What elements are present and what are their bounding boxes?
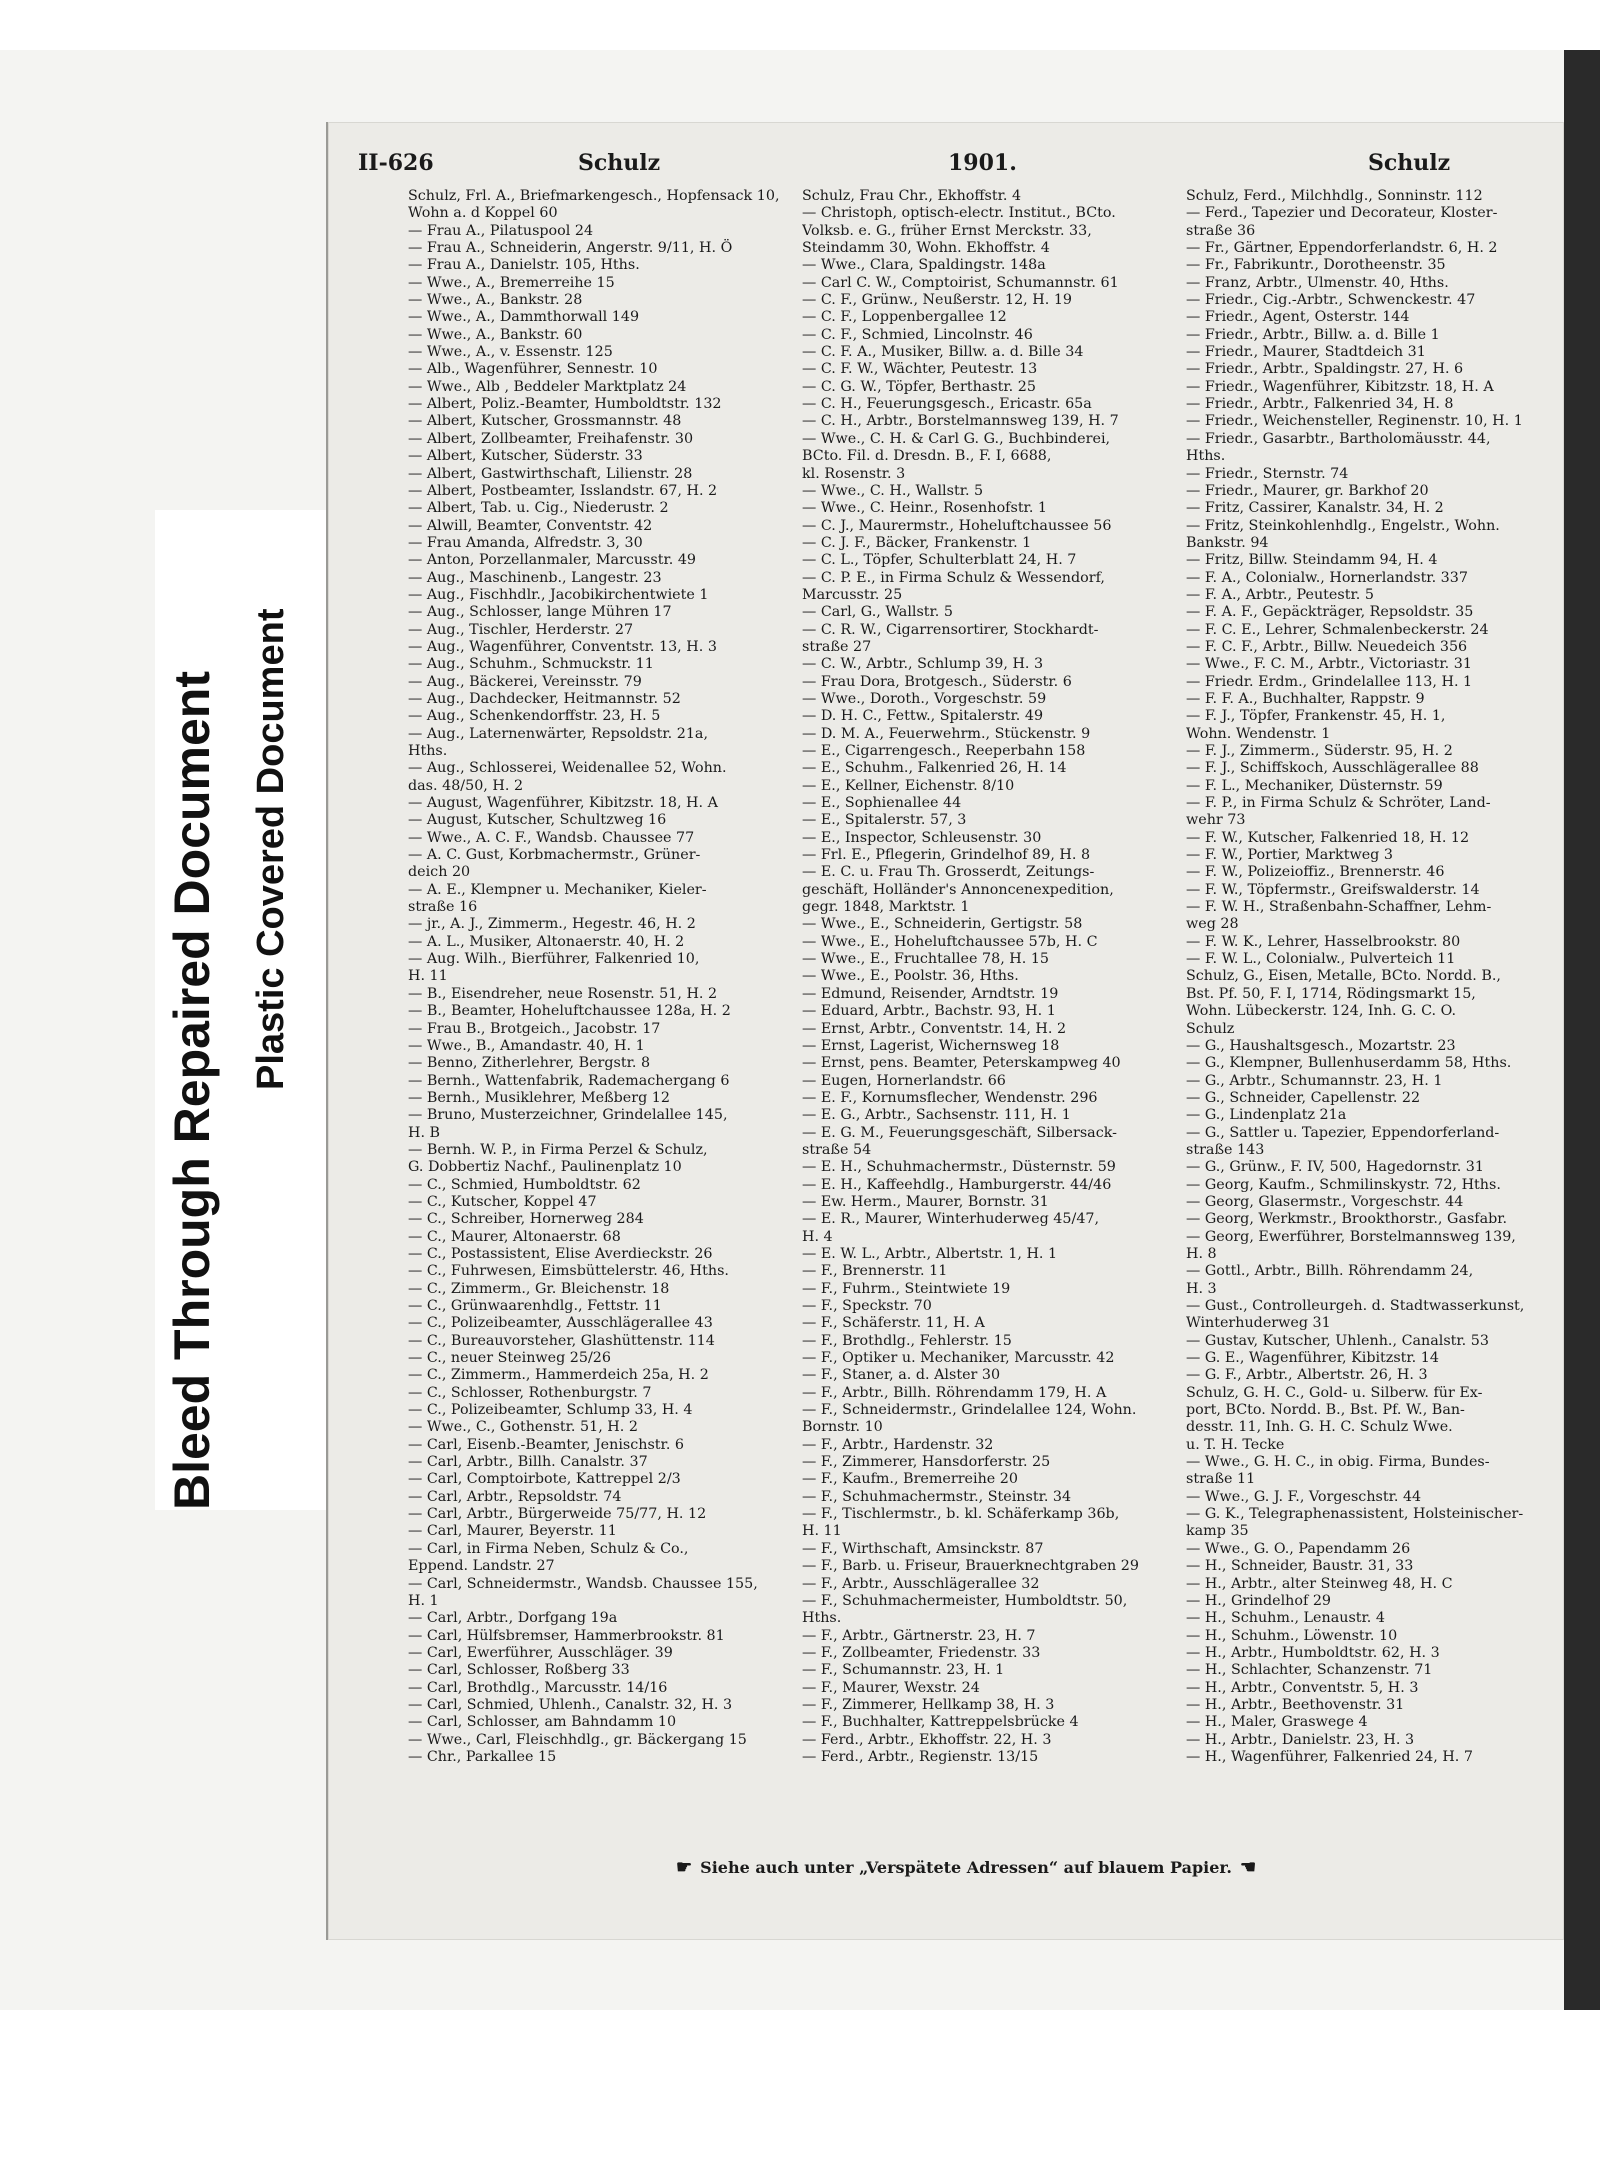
directory-entry: das. 48/50, H. 2 xyxy=(408,777,524,794)
directory-entry: — Friedr., Weichensteller, Reginenstr. 10, H. 1 xyxy=(1186,413,1523,430)
directory-entry: kamp 35 xyxy=(1186,1523,1249,1540)
directory-entry: — Wwe., E., Schneiderin, Gertigstr. 58 xyxy=(802,916,1083,933)
directory-entry: — Carl, in Firma Neben, Schulz & Co., xyxy=(408,1540,689,1557)
directory-entry: — August, Kutscher, Schultzweg 16 xyxy=(408,812,667,829)
directory-entry: — Alb., Wagenführer, Sennestr. 10 xyxy=(408,361,658,378)
directory-entry: — Anton, Porzellanmaler, Marcusstr. 49 xyxy=(408,552,697,569)
directory-entry: — F., Kaufm., Bremerreihe 20 xyxy=(802,1471,1018,1488)
directory-entry: — C., Zimmerm., Hammerdeich 25a, H. 2 xyxy=(408,1367,709,1384)
directory-entry: — Friedr., Arbtr., Billw. a. d. Bille 1 xyxy=(1186,326,1440,343)
directory-entry: — Wwe., G. J. F., Vorgeschstr. 44 xyxy=(1186,1488,1422,1505)
directory-entry: deich 20 xyxy=(408,864,471,881)
directory-entry: — G. F., Arbtr., Albertstr. 26, H. 3 xyxy=(1186,1367,1428,1384)
directory-entry: — C., Kutscher, Koppel 47 xyxy=(408,1193,597,1210)
directory-entry: — Carl, Schneidermstr., Wandsb. Chaussee 155, xyxy=(408,1575,758,1592)
directory-entry: — Christoph, optisch-electr. Institut., BCto. xyxy=(802,205,1116,222)
directory-entry: — Fritz, Billw. Steindamm 94, H. 4 xyxy=(1186,552,1438,569)
directory-entry: gegr. 1848, Marktstr. 1 xyxy=(802,899,970,916)
directory-entry: — F., Schneidermstr., Grindelallee 124, Wohn. xyxy=(802,1402,1137,1419)
directory-entry: — Wwe., Clara, Spaldingstr. 148a xyxy=(802,257,1046,274)
directory-entry: — Albert, Gastwirthschaft, Lilienstr. 28 xyxy=(408,465,693,482)
directory-entry: Winterhuderweg 31 xyxy=(1186,1315,1331,1332)
directory-entry: — Carl, Comptoirbote, Kattreppel 2/3 xyxy=(408,1471,681,1488)
directory-entry: — F., Schuhmachermstr., Steinstr. 34 xyxy=(802,1488,1072,1505)
directory-entry: — Friedr., Cig.-Arbtr., Schwenckestr. 47 xyxy=(1186,292,1476,309)
directory-entry: — Gottl., Arbtr., Billh. Röhrendamm 24, xyxy=(1186,1263,1474,1280)
directory-entry: Schulz, G., Eisen, Metalle, BCto. Nordd. B., xyxy=(1186,968,1501,985)
directory-entry: — F., Arbtr., Hardenstr. 32 xyxy=(802,1436,994,1453)
directory-entry: — F. W., Portier, Marktweg 3 xyxy=(1186,847,1393,864)
directory-entry: — C., Zimmerm., Gr. Bleichenstr. 18 xyxy=(408,1280,670,1297)
directory-entry: — E., Schuhm., Falkenried 26, H. 14 xyxy=(802,760,1067,777)
footer-note xyxy=(668,1857,1264,1878)
column-2 xyxy=(802,188,1182,1766)
directory-entry: — C. J., Maurermstr., Hoheluftchaussee 56 xyxy=(802,517,1112,534)
directory-entry: straße 36 xyxy=(1186,222,1256,239)
directory-entry: BCto. Fil. d. Dresdn. B., F. I, 6688, xyxy=(802,448,1052,465)
directory-entry: — C. H., Feuerungsgesch., Ericastr. 65a xyxy=(802,396,1092,413)
directory-entry: — Frau B., Brotgeich., Jacobstr. 17 xyxy=(408,1020,661,1037)
directory-entry: — Carl, Ewerführer, Ausschläger. 39 xyxy=(408,1644,673,1661)
directory-entry: — Eugen, Hornerlandstr. 66 xyxy=(802,1072,1006,1089)
directory-entry: — C. L., Töpfer, Schulterblatt 24, H. 7 xyxy=(802,552,1077,569)
directory-entry: — C. F., Schmied, Lincolnstr. 46 xyxy=(802,326,1033,343)
directory-entry: — F., Tischlermstr., b. kl. Schäferkamp 36b, xyxy=(802,1506,1120,1523)
pointing-hand-icon: ☛ xyxy=(676,1857,693,1878)
directory-entry: — H., Schuhm., Löwenstr. 10 xyxy=(1186,1627,1398,1644)
directory-entry: — Chr., Parkallee 15 xyxy=(408,1748,557,1765)
directory-entry: — F. W., Töpfermstr., Greifswalderstr. 14 xyxy=(1186,881,1480,898)
directory-entry: — Carl, Arbtr., Repsoldstr. 74 xyxy=(408,1488,622,1505)
year-heading: 1901. xyxy=(948,150,1017,176)
directory-entry: — E. C. u. Frau Th. Grosserdt, Zeitungs- xyxy=(802,864,1095,881)
directory-entry: — F. A., Arbtr., Peutestr. 5 xyxy=(1186,586,1374,603)
directory-entry: — Aug., Fischhdlr., Jacobikirchentwiete 1 xyxy=(408,586,709,603)
directory-entry: — C., Schmied, Humboldtstr. 62 xyxy=(408,1176,641,1193)
directory-entry: — Friedr. Erdm., Grindelallee 113, H. 1 xyxy=(1186,673,1473,690)
directory-entry: — Franz, Arbtr., Ulmenstr. 40, Hths. xyxy=(1186,274,1449,291)
directory-entry: — August, Wagenführer, Kibitzstr. 18, H. A xyxy=(408,795,718,812)
directory-entry: — H., Arbtr., alter Steinweg 48, H. C xyxy=(1186,1575,1453,1592)
directory-entry: — Benno, Zitherlehrer, Bergstr. 8 xyxy=(408,1055,651,1072)
directory-entry: — C., Schlosser, Rothenburgstr. 7 xyxy=(408,1384,652,1401)
column-3 xyxy=(1186,188,1566,1766)
directory-entry: — G., Klempner, Bullenhuserdamm 58, Hths. xyxy=(1186,1055,1512,1072)
directory-entry: straße 143 xyxy=(1186,1141,1265,1158)
directory-entry: — C. F., Loppenbergallee 12 xyxy=(802,309,1007,326)
directory-entry: — Aug., Wagenführer, Conventstr. 13, H. 3 xyxy=(408,638,717,655)
directory-entry: — Ernst, Arbtr., Conventstr. 14, H. 2 xyxy=(802,1020,1067,1037)
directory-entry: H. 3 xyxy=(1186,1280,1217,1297)
directory-entry: — F. W. L., Colonialw., Pulverteich 11 xyxy=(1186,951,1456,968)
directory-entry: — G., Haushaltsgesch., Mozartstr. 23 xyxy=(1186,1037,1456,1054)
directory-entry: — Albert, Postbeamter, Isslandstr. 67, H. 2 xyxy=(408,482,718,499)
directory-entry: — Aug., Laternenwärter, Repsoldstr. 21a, xyxy=(408,725,708,742)
directory-entry: H. 11 xyxy=(802,1523,842,1540)
directory-entry: — Aug., Schlosser, lange Mühren 17 xyxy=(408,604,672,621)
directory-entry: — Wwe., E., Poolstr. 36, Hths. xyxy=(802,968,1019,985)
directory-entry: — F. W., Kutscher, Falkenried 18, H. 12 xyxy=(1186,829,1470,846)
directory-entry: H. 8 xyxy=(1186,1245,1217,1262)
directory-entry: desstr. 11, Inh. G. H. C. Schulz Wwe. xyxy=(1186,1419,1453,1436)
directory-entry: — Ew. Herm., Maurer, Bornstr. 31 xyxy=(802,1193,1049,1210)
directory-entry: — F. W. K., Lehrer, Hasselbrookstr. 80 xyxy=(1186,933,1461,950)
directory-entry: — E. F., Kornumsflecher, Wendenstr. 296 xyxy=(802,1089,1098,1106)
directory-entry: — C. R. W., Cigarrensortirer, Stockhardt- xyxy=(802,621,1099,638)
page-header xyxy=(338,150,1554,182)
running-head-right: Schulz xyxy=(1368,150,1451,176)
directory-entry: Wohn. Lübeckerstr. 124, Inh. G. C. O. xyxy=(1186,1003,1457,1020)
directory-entry: H. 11 xyxy=(408,968,448,985)
directory-entry: — E., Kellner, Eichenstr. 8/10 xyxy=(802,777,1015,794)
directory-entry: — F. J., Schiffskoch, Ausschlägerallee 88 xyxy=(1186,760,1479,777)
directory-entry: — F. A., Colonialw., Hornerlandstr. 337 xyxy=(1186,569,1468,586)
directory-entry: — F. L., Mechaniker, Düsternstr. 59 xyxy=(1186,777,1443,794)
directory-entry: — Wwe., Alb , Beddeler Marktplatz 24 xyxy=(408,378,687,395)
directory-entry: — Carl, Arbtr., Bürgerweide 75/77, H. 12 xyxy=(408,1506,707,1523)
directory-entry: — Fritz, Steinkohlenhdlg., Engelstr., Wohn. xyxy=(1186,517,1500,534)
directory-entry: — F. W. H., Straßenbahn-Schaffner, Lehm- xyxy=(1186,899,1492,916)
directory-entry: — Eduard, Arbtr., Bachstr. 93, H. 1 xyxy=(802,1003,1056,1020)
page-number: II-626 xyxy=(358,150,434,176)
directory-entry: straße 11 xyxy=(1186,1471,1256,1488)
directory-entry: — Aug., Tischler, Herderstr. 27 xyxy=(408,621,634,638)
directory-entry: — H., Arbtr., Conventstr. 5, H. 3 xyxy=(1186,1679,1419,1696)
directory-entry: — Friedr., Agent, Osterstr. 144 xyxy=(1186,309,1410,326)
directory-entry: — C. F. A., Musiker, Billw. a. d. Bille 34 xyxy=(802,344,1084,361)
directory-entry: — C., Polizeibeamter, Schlump 33, H. 4 xyxy=(408,1402,693,1419)
directory-entry: — E. G. M., Feuerungsgeschäft, Silbersack- xyxy=(802,1124,1117,1141)
directory-entry: — Aug., Maschinenb., Langestr. 23 xyxy=(408,569,662,586)
directory-entry: — E. G., Arbtr., Sachsenstr. 111, H. 1 xyxy=(802,1107,1071,1124)
directory-entry: Schulz, G. H. C., Gold- u. Silberw. für Ex- xyxy=(1186,1384,1483,1401)
directory-entry: — E., Inspector, Schleusenstr. 30 xyxy=(802,829,1042,846)
directory-entry: — Frl. E., Pflegerin, Grindelhof 89, H. 8 xyxy=(802,847,1091,864)
directory-entry: Bornstr. 10 xyxy=(802,1419,883,1436)
archive-stamp xyxy=(155,510,333,1510)
directory-entry: — H., Arbtr., Humboldtstr. 62, H. 3 xyxy=(1186,1644,1440,1661)
directory-entry: — Albert, Kutscher, Grossmannstr. 48 xyxy=(408,413,682,430)
directory-entry: — Ernst, Lagerist, Wichernsweg 18 xyxy=(802,1037,1060,1054)
directory-entry: — Wwe., G. O., Papendamm 26 xyxy=(1186,1540,1411,1557)
directory-entry: — Carl, Maurer, Beyerstr. 11 xyxy=(408,1523,617,1540)
directory-entry: — C. W., Arbtr., Schlump 39, H. 3 xyxy=(802,656,1044,673)
directory-entry: — Wwe., A., Bremerreihe 15 xyxy=(408,274,615,291)
directory-entry: — H., Arbtr., Beethovenstr. 31 xyxy=(1186,1696,1405,1713)
directory-entry: — Fritz, Cassirer, Kanalstr. 34, H. 2 xyxy=(1186,500,1444,517)
directory-entry: Schulz, Frl. A., Briefmarkengesch., Hopfensack 10, xyxy=(408,188,780,204)
directory-entry: — Bernh., Musiklehrer, Meßberg 12 xyxy=(408,1089,670,1106)
directory-entry: — H., Wagenführer, Falkenried 24, H. 7 xyxy=(1186,1748,1473,1765)
directory-entry: — F. J., Töpfer, Frankenstr. 45, H. 1, xyxy=(1186,708,1446,725)
directory-entry: — Carl, Arbtr., Dorfgang 19a xyxy=(408,1610,618,1627)
directory-entry: — E., Cigarrengesch., Reeperbahn 158 xyxy=(802,743,1086,759)
directory-entry: — C. J. F., Bäcker, Frankenstr. 1 xyxy=(802,534,1032,551)
directory-entry: Eppend. Landstr. 27 xyxy=(408,1558,555,1575)
directory-entry: — G., Schneider, Capellenstr. 22 xyxy=(1186,1089,1421,1106)
stamp-line-plastic-covered: Plastic Covered Document xyxy=(250,608,292,1090)
directory-entry: — Friedr., Arbtr., Spaldingstr. 27, H. 6 xyxy=(1186,361,1464,378)
directory-entry: — Ferd., Tapezier und Decorateur, Kloster- xyxy=(1186,205,1498,222)
directory-entry: Hths. xyxy=(1186,448,1226,465)
directory-entry: — A. L., Musiker, Altonaerstr. 40, H. 2 xyxy=(408,933,685,950)
directory-entry: — Aug., Bäckerei, Vereinsstr. 79 xyxy=(408,673,642,690)
directory-entry: — Carl, Hülfsbremser, Hammerbrookstr. 81 xyxy=(408,1627,725,1644)
directory-entry: — F., Brennerstr. 11 xyxy=(802,1263,948,1280)
directory-entry: — H., Schneider, Baustr. 31, 33 xyxy=(1186,1558,1414,1575)
directory-entry: Hths. xyxy=(802,1610,842,1627)
directory-entry: — Alwill, Beamter, Conventstr. 42 xyxy=(408,517,653,534)
directory-entry: — F., Buchhalter, Kattreppelsbrücke 4 xyxy=(802,1714,1079,1731)
directory-entry: — Wwe., E., Fruchtallee 78, H. 15 xyxy=(802,951,1050,968)
directory-entry: — F. F. A., Buchhalter, Rappstr. 9 xyxy=(1186,690,1425,707)
directory-entry: — Aug. Wilh., Bierführer, Falkenried 10, xyxy=(408,951,700,968)
directory-entry: — F., Zollbeamter, Friedenstr. 33 xyxy=(802,1644,1041,1661)
directory-entry: — Carl, G., Wallstr. 5 xyxy=(802,604,953,621)
directory-entry: — Wwe., E., Hoheluftchaussee 57b, H. C xyxy=(802,933,1098,950)
directory-entry: — F. A. F., Gepäckträger, Repsoldstr. 35 xyxy=(1186,604,1474,621)
directory-entry: — Friedr., Gasarbtr., Bartholomäusstr. 44, xyxy=(1186,430,1491,447)
directory-entry: — Ferd., Arbtr., Regienstr. 13/15 xyxy=(802,1748,1039,1765)
directory-entry: — Wwe., Doroth., Vorgeschstr. 59 xyxy=(802,690,1047,707)
directory-entry: — H., Arbtr., Danielstr. 23, H. 3 xyxy=(1186,1731,1415,1748)
directory-entry: — E., Sophienallee 44 xyxy=(802,795,962,812)
directory-entry: — Wwe., C. H., Wallstr. 5 xyxy=(802,482,984,499)
directory-entry: — F., Maurer, Wexstr. 24 xyxy=(802,1679,980,1696)
directory-entry: — F., Arbtr., Gärtnerstr. 23, H. 7 xyxy=(802,1627,1036,1644)
directory-entry: straße 16 xyxy=(408,899,478,916)
directory-entry: — Wwe., C., Gothenstr. 51, H. 2 xyxy=(408,1419,638,1436)
directory-entry: — C. F., Grünw., Neußerstr. 12, H. 19 xyxy=(802,292,1073,309)
directory-entry: — Ernst, pens. Beamter, Peterskampweg 40 xyxy=(802,1055,1121,1072)
column-1 xyxy=(408,188,788,1766)
directory-entry: — F., Schuhmachermeister, Humboldtstr. 50, xyxy=(802,1592,1128,1609)
directory-entry: — Fr., Gärtner, Eppendorferlandstr. 6, H. 2 xyxy=(1186,240,1498,257)
directory-entry: port, BCto. Nordd. B., Bst. Pf. W., Ban- xyxy=(1186,1402,1465,1419)
directory-entry: — F., Speckstr. 70 xyxy=(802,1298,932,1314)
directory-entry: — Frau Dora, Brotgesch., Süderstr. 6 xyxy=(802,673,1072,690)
directory-entry: — Frau Amanda, Alfredstr. 3, 30 xyxy=(408,534,643,551)
directory-entry: — Wwe., B., Amandastr. 40, H. 1 xyxy=(408,1037,645,1054)
directory-entry: — Ferd., Arbtr., Ekhoffstr. 22, H. 3 xyxy=(802,1731,1052,1748)
stamp-line-bleed-repaired: Bleed Through Repaired Document xyxy=(164,671,220,1510)
directory-entry: — D. H. C., Fettw., Spitalerstr. 49 xyxy=(802,708,1044,725)
directory-entry: H. 1 xyxy=(408,1592,439,1609)
directory-entry: — Frau A., Pilatuspool 24 xyxy=(408,222,594,239)
directory-entry: — E. R., Maurer, Winterhuderweg 45/47, xyxy=(802,1211,1100,1228)
directory-entry: — Carl, Schmied, Uhlenh., Canalstr. 32, H. 3 xyxy=(408,1696,733,1713)
directory-entry: — F., Zimmerer, Hellkamp 38, H. 3 xyxy=(802,1696,1055,1713)
directory-entry: — C. G. W., Töpfer, Berthastr. 25 xyxy=(802,378,1036,395)
directory-entry: — Aug., Schuhm., Schmuckstr. 11 xyxy=(408,656,654,673)
directory-entry: geschäft, Holländer's Annoncenexpedition, xyxy=(802,881,1114,898)
directory-entry: — F., Schumannstr. 23, H. 1 xyxy=(802,1662,1005,1679)
directory-entry: — B., Eisendreher, neue Rosenstr. 51, H. 2 xyxy=(408,985,718,1002)
directory-entry: — A. C. Gust, Korbmachermstr., Grüner- xyxy=(408,847,701,864)
directory-entry: — jr., A. J., Zimmerm., Hegestr. 46, H. 2 xyxy=(408,916,696,933)
directory-entry: — Friedr., Maurer, gr. Barkhof 20 xyxy=(1186,482,1429,499)
directory-entry: — H., Maler, Graswege 4 xyxy=(1186,1714,1368,1731)
directory-entry: — Carl C. W., Comptoirist, Schumannstr. 61 xyxy=(802,274,1119,291)
directory-entry: — Bernh., Wattenfabrik, Rademachergang 6 xyxy=(408,1072,730,1089)
directory-entry: — G., Grünw., F. IV, 500, Hagedornstr. 31 xyxy=(1186,1159,1484,1176)
directory-entry: — Edmund, Reisender, Arndtstr. 19 xyxy=(802,985,1059,1002)
directory-entry: — Aug., Dachdecker, Heitmannstr. 52 xyxy=(408,690,681,707)
directory-entry: — Wwe., G. H. C., in obig. Firma, Bundes- xyxy=(1186,1454,1490,1471)
directory-entry: — F., Wirthschaft, Amsinckstr. 87 xyxy=(802,1540,1044,1557)
directory-entry: — Georg, Ewerführer, Borstelmannsweg 139, xyxy=(1186,1228,1516,1245)
directory-entry: Schulz xyxy=(1186,1020,1235,1037)
directory-entry: Wohn. Wendenstr. 1 xyxy=(1186,725,1331,742)
directory-entry: — Friedr., Maurer, Stadtdeich 31 xyxy=(1186,344,1426,361)
directory-entry: — F. J., Zimmerm., Süderstr. 95, H. 2 xyxy=(1186,743,1453,759)
directory-entry: — C. H., Arbtr., Borstelmannsweg 139, H. 7 xyxy=(802,413,1119,430)
directory-entry: Wohn a. d Koppel 60 xyxy=(408,205,558,222)
directory-entry: — C., Maurer, Altonaerstr. 68 xyxy=(408,1228,621,1245)
directory-entry: — G. E., Wagenführer, Kibitzstr. 14 xyxy=(1186,1350,1439,1367)
directory-entry: — C., Grünwaarenhdlg., Fettstr. 11 xyxy=(408,1298,662,1314)
directory-entry: — Albert, Tab. u. Cig., Niederustr. 2 xyxy=(408,500,669,517)
directory-entry: Bst. Pf. 50, F. I, 1714, Rödingsmarkt 15, xyxy=(1186,985,1476,1002)
directory-entry: — Albert, Zollbeamter, Freihafenstr. 30 xyxy=(408,430,694,447)
directory-entry: — Friedr., Arbtr., Falkenried 34, H. 8 xyxy=(1186,396,1454,413)
directory-entry: — Wwe., A., Dammthorwall 149 xyxy=(408,309,640,326)
directory-entry: — E. H., Kaffeehdlg., Hamburgerstr. 44/46 xyxy=(802,1176,1112,1193)
directory-entry: — G., Arbtr., Schumannstr. 23, H. 1 xyxy=(1186,1072,1443,1089)
directory-entry: — Wwe., C. Heinr., Rosenhofstr. 1 xyxy=(802,500,1048,517)
directory-entry: — F. C. F., Arbtr., Billw. Neuedeich 356 xyxy=(1186,638,1468,655)
directory-entry: — Wwe., A., Bankstr. 28 xyxy=(408,292,583,309)
directory-entry: — C., Schreiber, Hornerweg 284 xyxy=(408,1211,644,1228)
directory-entry: kl. Rosenstr. 3 xyxy=(802,465,906,482)
directory-entry: — Bernh. W. P., in Firma Perzel & Schulz, xyxy=(408,1141,708,1158)
directory-entry: — G., Sattler u. Tapezier, Eppendorferland- xyxy=(1186,1124,1500,1141)
directory-entry: — Carl, Brothdlg., Marcusstr. 14/16 xyxy=(408,1679,668,1696)
directory-entry: straße 27 xyxy=(802,638,872,655)
directory-entry: — F., Schäferstr. 11, H. A xyxy=(802,1315,985,1332)
directory-entry: — E. H., Schuhmachermstr., Düsternstr. 59 xyxy=(802,1159,1116,1176)
directory-entry: — Georg, Glasermstr., Vorgeschstr. 44 xyxy=(1186,1193,1464,1210)
directory-entry: — Carl, Arbtr., Billh. Canalstr. 37 xyxy=(408,1454,648,1471)
directory-entry: — Gust., Controlleurgeh. d. Stadtwasserkunst, xyxy=(1186,1298,1525,1314)
directory-entry: — Frau A., Danielstr. 105, Hths. xyxy=(408,257,640,274)
directory-entry: — C., Bureauvorsteher, Glashüttenstr. 114 xyxy=(408,1332,715,1349)
directory-entry: Hths. xyxy=(408,743,448,759)
directory-entry: — C. F. W., Wächter, Peutestr. 13 xyxy=(802,361,1038,378)
directory-entry: — C., Postassistent, Elise Averdieckstr. 26 xyxy=(408,1245,713,1262)
directory-entry: — Wwe., Carl, Fleischhdlg., gr. Bäckergang 15 xyxy=(408,1731,747,1748)
pointing-hand-icon: ☚ xyxy=(1239,1857,1257,1878)
directory-entry: — F., Optiker u. Mechaniker, Marcusstr. 42 xyxy=(802,1350,1115,1367)
directory-entry: — Bruno, Musterzeichner, Grindelallee 145, xyxy=(408,1107,728,1124)
directory-entry: — F., Arbtr., Billh. Röhrendamm 179, H. A xyxy=(802,1384,1107,1401)
directory-entry: — Carl, Schlosser, Roßberg 33 xyxy=(408,1662,630,1679)
directory-entry: wehr 73 xyxy=(1186,812,1246,829)
directory-entry: — Frau A., Schneiderin, Angerstr. 9/11, H. Ö xyxy=(408,240,733,257)
directory-entry: — Wwe., A. C. F., Wandsb. Chaussee 77 xyxy=(408,829,695,846)
footer-text: Siehe auch unter „Verspätete Adressen“ auf blauem Papier. xyxy=(700,1858,1232,1877)
directory-entry: — Albert, Kutscher, Süderstr. 33 xyxy=(408,448,643,465)
directory-entry: — F., Fuhrm., Steintwiete 19 xyxy=(802,1280,1011,1297)
directory-entry: — F., Brothdlg., Fehlerstr. 15 xyxy=(802,1332,1012,1349)
directory-entry: — B., Beamter, Hoheluftchaussee 128a, H. 2 xyxy=(408,1003,731,1020)
directory-entry: — Aug., Schenkendorffstr. 23, H. 5 xyxy=(408,708,661,725)
scanner-edge xyxy=(1564,50,1600,2010)
directory-entry: — Georg, Werkmstr., Brookthorstr., Gasfabr. xyxy=(1186,1211,1508,1228)
directory-entry: weg 28 xyxy=(1186,916,1239,933)
directory-entry: Bankstr. 94 xyxy=(1186,534,1269,551)
directory-entry: G. Dobbertiz Nachf., Paulinenplatz 10 xyxy=(408,1159,682,1176)
directory-entry: u. T. H. Tecke xyxy=(1186,1436,1285,1453)
directory-entry: — E., Spitalerstr. 57, 3 xyxy=(802,812,967,829)
directory-entry: — Wwe., A., v. Essenstr. 125 xyxy=(408,344,613,361)
directory-entry: — Gustav, Kutscher, Uhlenh., Canalstr. 53 xyxy=(1186,1332,1489,1349)
directory-entry: Schulz, Frau Chr., Ekhoffstr. 4 xyxy=(802,188,1022,204)
directory-entry: Steindamm 30, Wohn. Ekhoffstr. 4 xyxy=(802,240,1050,257)
directory-entry: — H., Schlachter, Schanzenstr. 71 xyxy=(1186,1662,1433,1679)
directory-entry: — Wwe., A., Bankstr. 60 xyxy=(408,326,583,343)
directory-entry: straße 54 xyxy=(802,1141,872,1158)
directory-entry: — F., Staner, a. d. Alster 30 xyxy=(802,1367,1001,1384)
directory-entry: H. B xyxy=(408,1124,441,1141)
directory-entry: — Albert, Poliz.-Beamter, Humboldtstr. 132 xyxy=(408,396,722,413)
directory-entry: — H., Grindelhof 29 xyxy=(1186,1592,1332,1609)
directory-entry: — F. W., Polizeioffiz., Brennerstr. 46 xyxy=(1186,864,1445,881)
running-head-left: Schulz xyxy=(578,150,661,176)
directory-entry: — D. M. A., Feuerwehrm., Stückenstr. 9 xyxy=(802,725,1091,742)
directory-entry: — F. P., in Firma Schulz & Schröter, Land- xyxy=(1186,795,1491,812)
directory-entry: — Fr., Fabrikuntr., Dorotheenstr. 35 xyxy=(1186,257,1446,274)
directory-entry: Marcusstr. 25 xyxy=(802,586,903,603)
directory-entry: — Carl, Eisenb.-Beamter, Jenischstr. 6 xyxy=(408,1436,685,1453)
directory-page xyxy=(326,122,1564,1940)
directory-entry: — Wwe., C. H. & Carl G. G., Buchbinderei, xyxy=(802,430,1111,447)
directory-entry: — F. C. E., Lehrer, Schmalenbeckerstr. 24 xyxy=(1186,621,1489,638)
directory-entry: — Friedr., Wagenführer, Kibitzstr. 18, H. A xyxy=(1186,378,1494,395)
directory-entry: — F., Arbtr., Ausschlägerallee 32 xyxy=(802,1575,1040,1592)
directory-entry: — Georg, Kaufm., Schmilinskystr. 72, Hths. xyxy=(1186,1176,1501,1193)
directory-entry: — Aug., Schlosserei, Weidenallee 52, Wohn. xyxy=(408,760,727,777)
directory-entry: — F., Barb. u. Friseur, Brauerknechtgraben 29 xyxy=(802,1558,1139,1575)
directory-entry: — C. P. E., in Firma Schulz & Wessendorf, xyxy=(802,569,1105,586)
directory-entry: — C., Polizeibeamter, Ausschlägerallee 43 xyxy=(408,1315,713,1332)
directory-entry: — A. E., Klempner u. Mechaniker, Kieler- xyxy=(408,881,707,898)
directory-entry: — G., Lindenplatz 21a xyxy=(1186,1107,1347,1124)
directory-entry: — G. K., Telegraphenassistent, Holsteinischer- xyxy=(1186,1506,1524,1523)
directory-entry: — Wwe., F. C. M., Arbtr., Victoriastr. 31 xyxy=(1186,656,1472,673)
directory-entry: — F., Zimmerer, Hansdorferstr. 25 xyxy=(802,1454,1051,1471)
directory-entry: Volksb. e. G., früher Ernst Merckstr. 33, xyxy=(802,222,1092,239)
directory-entry: — Friedr., Sternstr. 74 xyxy=(1186,465,1349,482)
directory-entry: — C., neuer Steinweg 25/26 xyxy=(408,1350,611,1367)
directory-entry: — C., Fuhrwesen, Eimsbüttelerstr. 46, Hths. xyxy=(408,1263,729,1280)
directory-entry: — E. W. L., Arbtr., Albertstr. 1, H. 1 xyxy=(802,1245,1058,1262)
directory-entry: H. 4 xyxy=(802,1228,833,1245)
directory-entry: — Carl, Schlosser, am Bahndamm 10 xyxy=(408,1714,677,1731)
directory-entry: — H., Schuhm., Lenaustr. 4 xyxy=(1186,1610,1385,1627)
directory-entry: Schulz, Ferd., Milchhdlg., Sonninstr. 112 xyxy=(1186,188,1483,204)
